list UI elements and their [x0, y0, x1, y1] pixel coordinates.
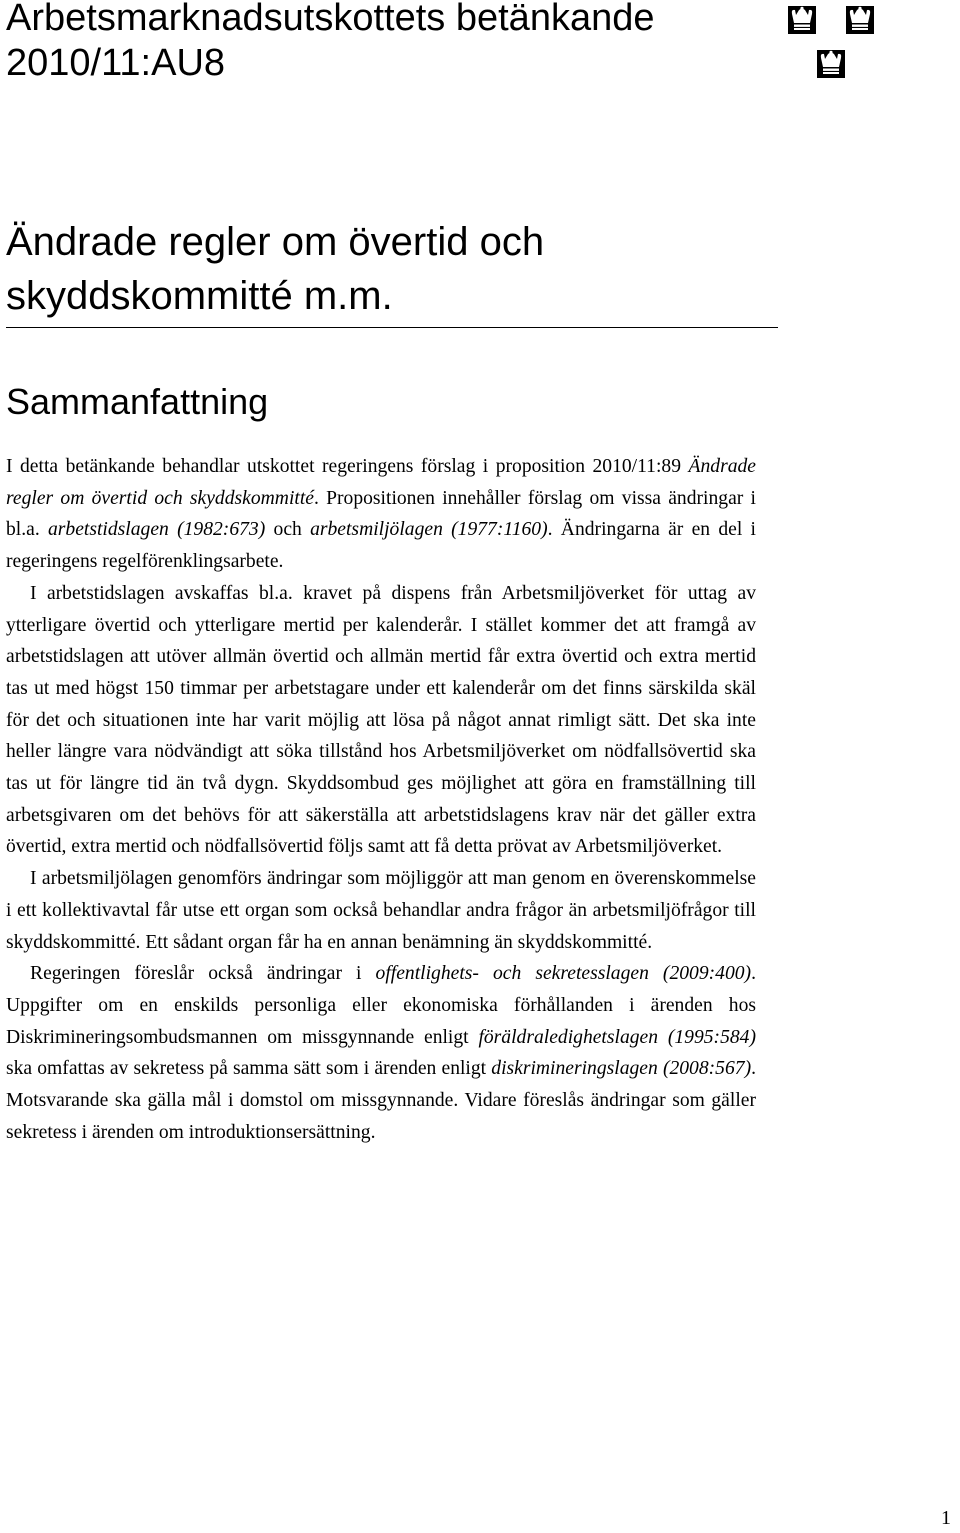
document-title — [6, 215, 786, 323]
law-reference-foraldraledighetslagen: föräldraledighetslagen (1995:584) — [478, 1026, 756, 1048]
p4-text-a: Regeringen föreslår också ändringar i — [30, 963, 376, 985]
title-divider — [6, 327, 778, 328]
law-reference-osl: offentlighets- och sekretesslagen (2009:400) — [375, 963, 752, 985]
law-reference-arbetstidslagen: arbetstidslagen (1982:673) — [48, 519, 266, 541]
p4-text-e: ska omfattas av sekretess på samma sätt som i ärenden enligt — [6, 1058, 492, 1080]
document-title-line2: skyddskommitté m.m. — [6, 274, 393, 318]
report-number: 2010/11:AU8 — [6, 42, 226, 84]
summary-heading: Sammanfattning — [6, 381, 269, 422]
summary-paragraph-2: I arbetstidslagen avskaffas bl.a. kravet på dispens från Arbetsmiljöverket för uttag av ytterligare övertid och ytterligare mertid per kalenderår. I stället kommer det att framgå av arbetstidslagen att utöver allmän övertid och allmän mertid får extra övertid och extra mertid tas ut med högst 150 timmar per arbetstagare under ett kalenderår om det finns särskilda skäl för det och situationen inte har varit möjlig att lösa på något annat rimligt sätt. Det ska inte heller längre vara nödvändigt att söka tillstånd hos Arbetsmiljöverket om nödfallsövertid ska tas ut för längre tid än två dygn. Skyddsombud ges möjlighet att göra en framställning till arbetsgivaren om det behövs för att säkerställa att arbetstidslagens krav när det gäller extra övertid, extra mertid och nödfallsövertid följs samt att få detta prövat av Arbetsmiljöverket. — [6, 582, 756, 858]
report-title-line1: Arbetsmarknadsutskottets betänkande — [6, 0, 655, 39]
law-reference-diskrimineringslagen: diskrimineringslagen (2008:567) — [491, 1058, 752, 1080]
three-crowns-icon — [784, 4, 892, 84]
report-title — [6, 0, 766, 86]
document-title-line1: Ändrade regler om övertid och — [6, 220, 545, 264]
law-reference-arbetsmiljolagen: arbetsmiljölagen (1977:1160) — [310, 519, 548, 541]
summary-paragraph-4 — [6, 958, 756, 1148]
page-number: 1 — [941, 1507, 951, 1529]
p4-text-c: . Uppgifter om en enskilds personliga eller ekonomiska förhållanden i ärenden hos Diskrimineringsombudsmannen om missgynnande enligt — [6, 963, 756, 1048]
summary-paragraph-1 — [6, 451, 756, 578]
summary-paragraph-3: I arbetsmiljölagen genomförs ändringar som möjliggör att man genom en överenskommelse i ett kollektivavtal får utse ett organ som också behandlar andra frågor än arbetsmiljöfrågor till skyddskommitté. Ett sådant organ får ha en annan benämning än skyddskommitté. — [6, 868, 756, 953]
p1-text-g: . Ändringarna är en del i regeringens regelförenklingsarbete. — [6, 519, 756, 573]
proposition-title: Ändrade regler om övertid och skyddskommitté — [6, 456, 756, 509]
p4-text-g: . Motsvarande ska gälla mål i domstol om missgynnande. Vidare föreslås ändringar som gäller sekretess i ärenden om introduktionsersättning. — [6, 1058, 756, 1143]
p1-text-a: I detta betänkande behandlar utskottet regeringens förslag i proposition 2010/11:89 — [6, 456, 689, 477]
p1-text-e: och — [265, 519, 311, 541]
p1-text-c: . Propositionen innehåller förslag om vissa ändringar i bl.a. — [6, 487, 756, 541]
summary-body — [6, 451, 756, 1148]
